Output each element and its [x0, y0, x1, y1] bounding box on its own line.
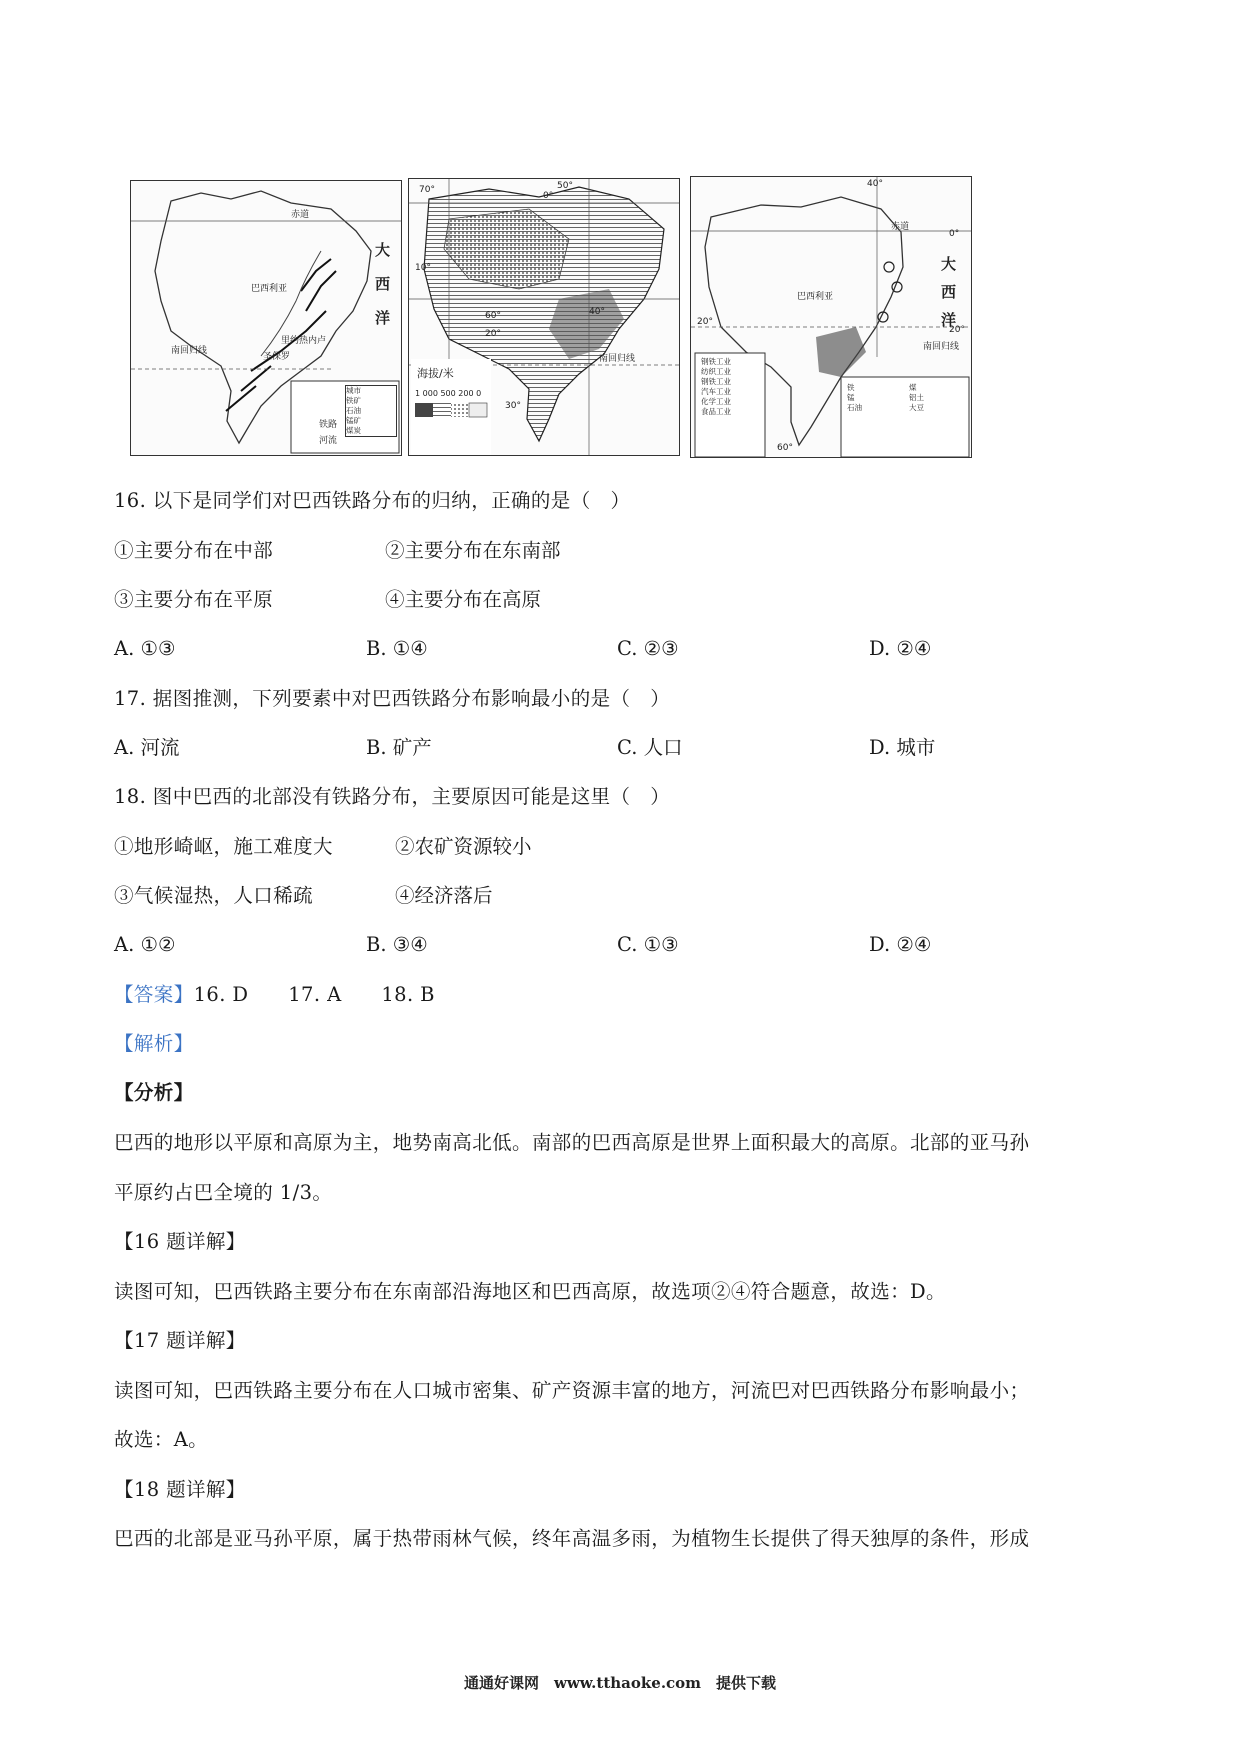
legend-oil: 石油 — [346, 406, 361, 415]
legend-manganese: 锰矿 — [346, 416, 361, 425]
detail-17-label: 【17 题详解】 — [114, 1329, 246, 1352]
lon-40-label: 40° — [589, 307, 605, 317]
detail-16-label: 【16 题详解】 — [114, 1230, 246, 1253]
tropic-label: 南回归线 — [171, 346, 208, 356]
capital-label: 巴西利亚 — [251, 284, 288, 294]
q18-option-b[interactable]: B. ③④ — [366, 933, 428, 956]
lat-0-label: 0° — [543, 191, 554, 201]
detail-17-text-2: 故选：A。 — [114, 1428, 209, 1451]
equator-label: 赤道 — [291, 210, 310, 220]
lat-10-label: 10° — [415, 263, 431, 273]
answer-label: 【答案】 — [114, 983, 194, 1006]
q18-option-d[interactable]: D. ②④ — [869, 933, 932, 956]
q17-option-c[interactable]: C. 人口 — [617, 736, 683, 759]
q16-option-c[interactable]: C. ②③ — [617, 637, 679, 660]
map1-legend — [345, 385, 397, 437]
q16-item-2: ②主要分布在东南部 — [385, 539, 561, 562]
ocean-label-3: 洋 — [941, 311, 957, 329]
q16-option-b[interactable]: B. ①④ — [366, 637, 428, 660]
q18-item-4: ④经济落后 — [395, 884, 493, 907]
detail-17-text-1: 读图可知，巴西铁路主要分布在人口城市密集、矿产资源丰富的地方，河流巴对巴西铁路分布影响最小； — [114, 1379, 1030, 1402]
lon-40-label: 40° — [867, 179, 883, 189]
lon-60-label: 60° — [485, 311, 501, 321]
lat-0-label: 0° — [949, 229, 960, 239]
legend-item: 食品工业 — [701, 407, 731, 416]
legend-city: 城市 — [346, 386, 361, 395]
detail-16-text: 读图可知，巴西铁路主要分布在东南部沿海地区和巴西高原，故选项②④符合题意，故选：D。 — [114, 1280, 946, 1303]
q16-option-d[interactable]: D. ②④ — [869, 637, 932, 660]
q18-item-3: ③气候湿热，人口稀疏 — [114, 884, 314, 907]
detail-18-text: 巴西的北部是亚马孙平原，属于热带雨林气候，终年高温多雨，为植物生长提供了得天独厚的条件，形成 — [114, 1527, 1030, 1550]
q18-option-a[interactable]: A. ①② — [114, 933, 176, 956]
legend-item: 锰 — [847, 393, 855, 402]
legend-item: 石油 — [847, 403, 862, 412]
ocean-label-3: 洋 — [375, 309, 391, 327]
fenxi-line-2: 平原约占巴全境的 1/3。 — [114, 1181, 333, 1204]
legend-item: 铁 — [847, 383, 855, 392]
lat-20-right-label: 20° — [949, 325, 965, 335]
q17-option-d[interactable]: D. 城市 — [869, 736, 936, 759]
answer-text: 16. D 17. A 18. B — [193, 983, 435, 1006]
lat-30-label: 30° — [505, 401, 521, 411]
ocean-label-2: 西 — [941, 283, 957, 301]
q16-option-a[interactable]: A. ①③ — [114, 637, 176, 660]
lat-20-label: 20° — [485, 329, 501, 339]
page-footer: 通通好课网 www.tthaoke.com 提供下载 — [463, 1674, 777, 1692]
industry-map — [690, 176, 972, 458]
q17-option-a[interactable]: A. 河流 — [114, 736, 180, 759]
legend-item: 大豆 — [909, 403, 924, 412]
equator-label: 赤道 — [891, 222, 910, 232]
legend-item: 纺织工业 — [701, 367, 731, 376]
industry-legend — [701, 357, 759, 417]
q17-stem: 17. 据图推测，下列要素中对巴西铁路分布影响最小的是（ ） — [114, 687, 671, 710]
tropic-label: 南回归线 — [599, 354, 636, 364]
ocean-label-1: 大 — [375, 241, 391, 259]
brazil-maps-figure — [130, 176, 972, 458]
city-label-a: 里约热内卢 — [281, 336, 327, 346]
resource-legend — [847, 383, 907, 413]
legend-iron: 铁矿 — [346, 396, 361, 405]
tropic-label: 南回归线 — [923, 342, 960, 352]
legend-item: 汽车工业 — [701, 387, 731, 396]
resource-legend-2 — [909, 383, 965, 413]
ocean-label-1: 大 — [941, 255, 957, 273]
legend-river: 河流 — [319, 436, 338, 446]
lon-70-label: 70° — [419, 185, 435, 195]
legend-item: 铝土 — [909, 393, 924, 402]
brazil-terrain — [409, 179, 680, 456]
q18-item-1: ①地形崎岖，施工难度大 — [114, 835, 333, 858]
capital-label: 巴西利亚 — [797, 292, 834, 302]
fenxi-label: 【分析】 — [114, 1081, 194, 1104]
ocean-label-2: 西 — [375, 275, 391, 293]
answer-line — [114, 982, 435, 1008]
analysis-label: 【解析】 — [114, 1032, 194, 1055]
legend-item: 化学工业 — [701, 397, 731, 406]
q18-item-2: ②农矿资源较小 — [395, 835, 532, 858]
q17-option-b[interactable]: B. 矿产 — [366, 736, 432, 759]
lon-50-label: 50° — [557, 181, 573, 191]
railway-mineral-map — [130, 180, 402, 456]
fenxi-line-1: 巴西的地形以平原和高原为主，地势南高北低。南部的巴西高原是世界上面积最大的高原。北部的亚马孙 — [114, 1131, 1030, 1154]
q16-item-4: ④主要分布在高原 — [385, 588, 542, 611]
legend-item: 钢铁工业 — [701, 377, 731, 386]
legend-item: 钢铁工业 — [701, 357, 731, 366]
q18-option-c[interactable]: C. ①③ — [617, 933, 679, 956]
legend-item: 煤 — [909, 383, 917, 392]
lon-60-label: 60° — [777, 443, 793, 453]
elevation-legend-title: 海拔/米 — [417, 367, 454, 380]
q16-stem: 16. 以下是同学们对巴西铁路分布的归纳，正确的是（ ） — [114, 489, 631, 512]
q16-item-3: ③主要分布在平原 — [114, 588, 274, 611]
q18-stem: 18. 图中巴西的北部没有铁路分布，主要原因可能是这里（ ） — [114, 785, 671, 808]
q16-item-1: ①主要分布在中部 — [114, 539, 274, 562]
elevation-map — [408, 178, 680, 456]
elevation-legend-values: 1 000 500 200 0 — [415, 389, 482, 398]
city-label-b: 圣保罗 — [263, 352, 291, 362]
detail-18-label: 【18 题详解】 — [114, 1478, 246, 1501]
legend-railway: 铁路 — [319, 420, 338, 430]
lat-20-left-label: 20° — [697, 317, 713, 327]
legend-coal: 煤炭 — [346, 426, 361, 435]
